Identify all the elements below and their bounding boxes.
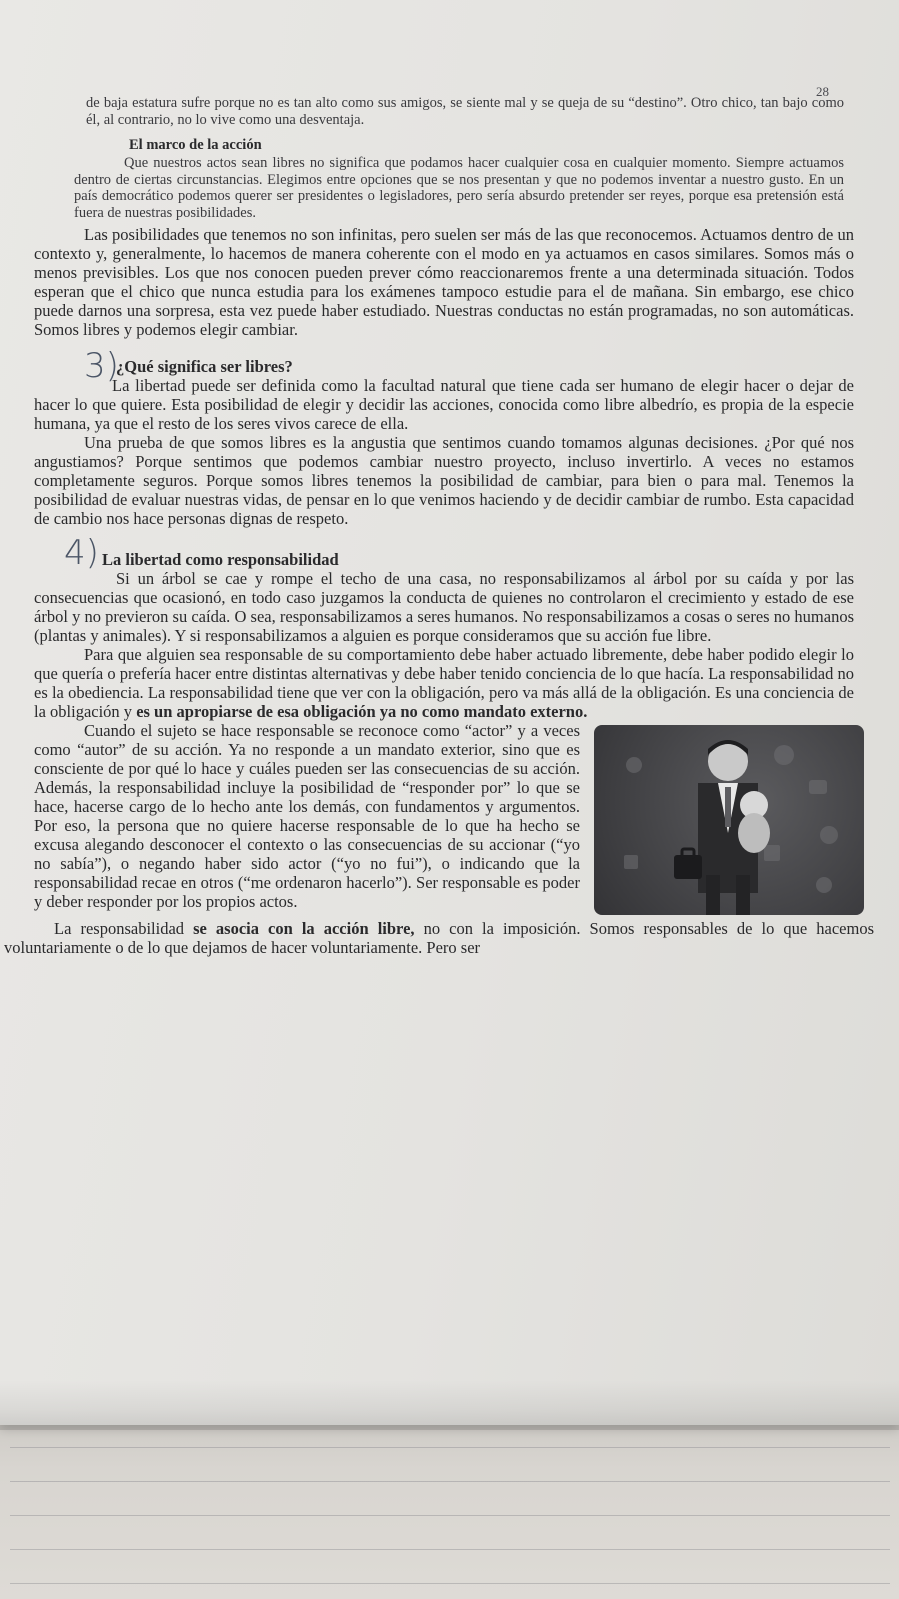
page-number: 28 — [816, 84, 829, 99]
paragraph-with-figure — [34, 721, 854, 911]
ruled-line — [10, 1481, 890, 1482]
heading-libres: ¿Qué significa ser libres? — [116, 357, 293, 376]
notebook-page-below — [0, 1425, 899, 1599]
responsabilidad-paragraph-3: Cuando el sujeto se hace responsable se reconoce como “actor” y a veces como “autor” de su acción. Ya no responde a un mandato exterior, sino que es consciente de por qué lo hace y cuáles pueden ser las consecuencias de su acción. Además, la responsabilidad incluye la posibilidad de “responder por” lo que se hace, hacerse cargo de lo hecho ante los demás, con fundamentos y argumentos. Por eso, la persona que no quiere hacerse responsable de lo que ha hecho se excusa alegando desconocer el contexto o las consecuencias de su accionar (“yo no sabía”), o negando haber sido actor (“yo no fui”), o indicando que la responsabilidad recae en otros (“me ordenaron hacerlo”). Ser responsable es poder y deber responder por los propios actos. — [34, 721, 580, 911]
man-with-baby-icon — [594, 725, 864, 915]
section-marco — [34, 136, 854, 221]
ruled-line — [10, 1447, 890, 1448]
ruled-line — [10, 1583, 890, 1584]
man-with-baby-illustration — [594, 725, 864, 915]
responsabilidad-paragraph-1: Si un árbol se cae y rompe el techo de una casa, no responsabilizamos al árbol por su caída y por las consecuencias que ocasionó, en todo caso juzgamos la conducta de quienes no controlaron el crecimiento y estado de ese árbol y no previeron su caída. O sea, responsabilizamos a seres humanos. No responsabilizamos a cosas o seres no humanos (plantas y animales). Y si responsabilizamos a alguien es porque consideramos que su acción fue libre. — [34, 569, 854, 645]
marco-paragraph-2: Las posibilidades que tenemos no son infinitas, pero suelen ser más de las que reconocemos. Actuamos dentro de un contexto y, generalmente, lo hacemos de manera coherente con el modo en ya actuamos en casos similares. Somos más o menos previsibles. Los que nos conocen pueden prever cómo reaccionaremos frente a una determinada situación. Todos esperan que el chico que nunca estudia para los exámenes tampoco estudie para el de mañana. Sin embargo, ese chico puede darnos una sorpresa, esta vez puede haber estudiado. Nuestras conductas no están programadas, no son automáticas. Somos libres y podemos elegir cambiar. — [34, 225, 854, 339]
paragraph-2-bold: es un apropiarse de esa obligación ya no como mandato externo. — [136, 702, 588, 721]
intro-paragraph: de baja estatura sufre porque no es tan alto como sus amigos, se siente mal y se queja de su “destino”. Otro chico, tan bajo como él, al contrario, no lo vive como una desventaja. — [86, 95, 844, 128]
marco-paragraph-1: Que nuestros actos sean libres no significa que podamos hacer cualquier cosa en cualquier momento. Siempre actuamos dentro de ciertas circunstancias. Elegimos entre opciones que se nos presentan y que no podemos inventar a nuestro gusto. En un país democrático podemos querer ser presidentes o legisladores, pero sería absurdo pretender ser reyes, porque esa pretensión está fuera de nuestras posibilidades. — [74, 155, 844, 221]
handwritten-number-4: 4) — [64, 533, 99, 573]
heading-responsabilidad: La libertad como responsabilidad — [102, 550, 339, 569]
section-libres — [34, 346, 854, 528]
responsabilidad-paragraph-2 — [34, 645, 854, 721]
heading-marco: El marco de la acción — [129, 137, 262, 153]
ruled-line — [10, 1549, 890, 1550]
libres-paragraph-2: Una prueba de que somos libres es la angustia que sentimos cuando tomamos algunas decisiones. ¿Por qué nos angustiamos? Porque sentimos que podemos cambiar nuestro proyecto, incluso invertirlo. A veces no estamos completamente seguros. Porque somos libres tenemos la posibilidad de cambiar, para bien o para mal. Tenemos la posibilidad de evaluar nuestras vidas, de pensar en lo que venimos haciendo y de decidir cambiar de rumbo. Esta capacidad de cambio nos hace personas dignas de respeto. — [34, 433, 854, 528]
paragraph-4-start: La responsabilidad — [54, 919, 185, 938]
ruled-line — [10, 1515, 890, 1516]
paragraph-4-bold: se asocia con la acción libre, — [193, 919, 415, 938]
libres-paragraph-1: La libertad puede ser definida como la facultad natural que tiene cada ser humano de elegir hacer o dejar de hacer lo que quiere. Esta posibilidad de elegir y decidir las acciones, conocida como libre albedrío, es propia de la especie humana, ya que el resto de los seres vivos carece de ella. — [34, 376, 854, 433]
paragraph-2-text: Para que alguien sea responsable de su comportamiento debe haber actuado libremente, debe haber podido elegir lo que quería o prefería hacer entre distintas alternativas y debe haber tenido conciencia de lo que hacía. La responsabilidad no es la obediencia. La responsabilidad tiene que ver con la obligación, pero va más allá de la obligación. Es una conciencia de la obligación y — [34, 645, 854, 721]
page-fold-shadow — [0, 1380, 899, 1430]
page-content — [4, 95, 875, 957]
paragraph-4-end: no con la imposición. Somos responsables de lo que hacemos voluntariamente o de lo que dejamos de hacer voluntariamente. Pero ser — [4, 919, 875, 957]
responsabilidad-paragraph-4 — [4, 919, 874, 957]
handwritten-number-3: 3) — [84, 346, 119, 386]
section-responsabilidad — [4, 533, 875, 957]
